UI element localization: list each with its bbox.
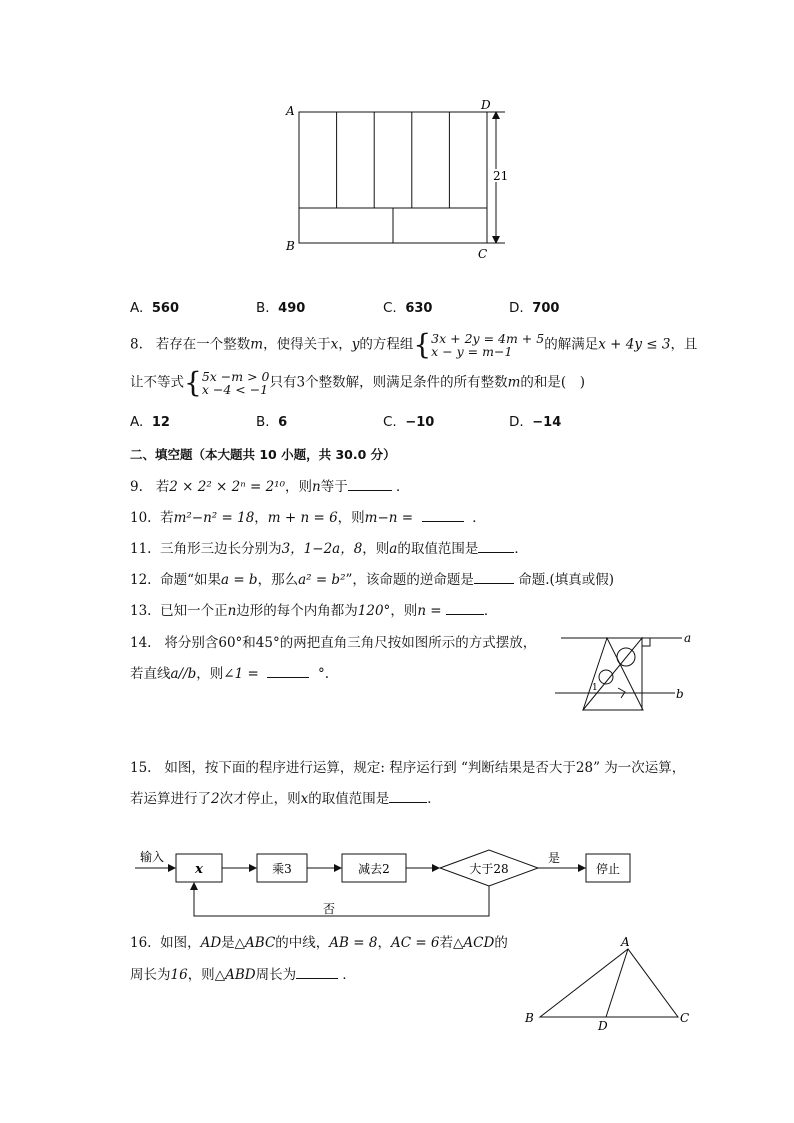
flow-no-label: 否 [323,902,336,916]
tri-label-C: C [680,1011,690,1025]
set-squares-figure [555,628,695,718]
tri-label-D: D [598,1019,608,1033]
q8-line1: 8. 若存在一个整数m，使得关于x，y的方程组{3x + 2y = 4m + 5 x − y = m−1 的解满足x + 4y ≤ 3，且 [130,328,698,361]
q9-answer-blank[interactable] [348,478,392,491]
q12: 12. 命题“如果a = b，那么a² = b²”，该命题的逆命题是 命题.(填真或假) [130,572,615,588]
q14-line2: 若直线a//b，则∠1 = °. [130,666,330,682]
label-C: C [478,247,488,260]
q11: 11. 三角形三边长分别为3，1−2a，8，则a的取值范围是 ． [130,541,528,557]
q12-answer-blank[interactable] [474,571,514,584]
label-B: B [286,239,295,253]
triangle-figure [520,935,700,1035]
dimension-21: 21 [493,169,509,183]
q16-line1: 16. 如图，AD是△ABC的中线，AB = 8，AC = 6若△ACD的 [130,935,508,951]
q7-option-c[interactable]: C. 630 [383,300,433,316]
q16-answer-blank[interactable] [296,966,338,979]
q7-option-d[interactable]: D. 700 [509,300,560,316]
fig-label-a: a [684,631,692,645]
tri-label-A: A [621,935,630,949]
flow-x-box: x [195,862,203,877]
q13-answer-blank[interactable] [446,602,484,615]
flowchart [130,838,640,923]
q8-line2: 让不等式{5x −m > 0 x −4 < −1只有3个整数解，则满足条件的所有整数m的和是( ) [130,366,585,399]
q8-option-b[interactable]: B. 6 [256,414,288,430]
flow-input-label: 输入 [140,850,165,864]
label-D: D [481,98,491,112]
section-heading: 二、填空题（本大题共 10 小题，共 30.0 分） [130,447,396,462]
fig-label-b: b [676,687,684,701]
q11-answer-blank[interactable] [478,540,514,553]
q7-option-a[interactable]: A. 560 [130,300,180,316]
q14-line1: 14. 将分别含60°和45°的两把直角三角尺按如图所示的方式摆放， [130,635,537,651]
flow-subtract-box: 减去2 [358,862,390,876]
q9: 9. 若2 × 2² × 2ⁿ = 2¹⁰，则n等于 ． [130,479,410,495]
q8-option-c[interactable]: C. −10 [383,414,435,430]
flow-stop-box: 停止 [595,862,621,876]
flow-yes-label: 是 [548,851,561,865]
flow-multiply-box: 乘3 [272,862,292,876]
q8-option-a[interactable]: A. 12 [130,414,170,430]
q15-line2: 若运算进行了2次才停止，则x的取值范围是 ． [130,791,441,807]
q16-line2: 周长为16，则△ABD周长为 ． [130,967,356,983]
q15-answer-blank[interactable] [389,790,427,803]
label-A: A [286,104,295,118]
q10-answer-blank[interactable] [422,509,464,522]
q7-option-b[interactable]: B. 490 [256,300,306,316]
flow-judge-diamond: 大于28 [469,862,509,876]
q13: 13. 已知一个正n边形的每个内角都为120°，则n = ． [130,603,498,619]
q15-line1: 15. 如图，按下面的程序进行运算，规定: 程序运行到 “判断结果是否大于28” 为一次运算， [130,760,686,776]
q14-answer-blank[interactable] [267,665,309,678]
tri-label-B: B [525,1011,534,1025]
fig-label-1: 1 [592,683,598,693]
rectangle-figure [280,95,520,260]
q8-option-d[interactable]: D. −14 [509,414,562,430]
q10: 10. 若m²−n² = 18，m + n = 6，则m−n = ． [130,510,486,526]
